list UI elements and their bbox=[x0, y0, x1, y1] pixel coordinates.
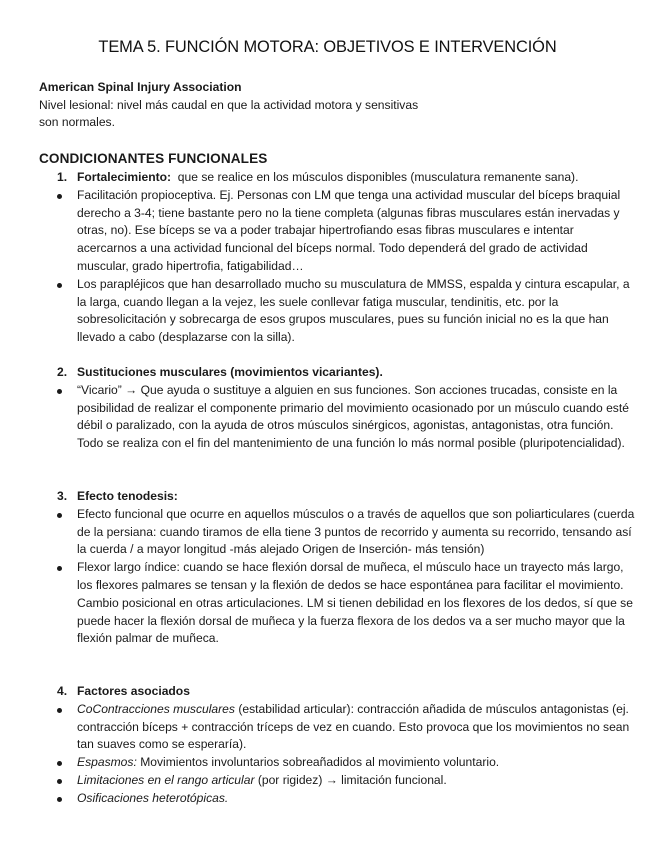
bullet-dot-icon bbox=[57, 797, 62, 802]
list-item-italic: Osificaciones heterotópicas. bbox=[77, 790, 229, 805]
item-heading-text bbox=[77, 488, 637, 506]
list-item-text: Movimientos involuntarios sobreañadidos al movimiento voluntario. bbox=[136, 755, 500, 770]
item-fortalecimiento bbox=[0, 169, 655, 347]
item-heading-bold: Fortalecimiento: bbox=[77, 170, 172, 184]
list-item bbox=[0, 559, 655, 648]
item-heading-text bbox=[77, 169, 637, 187]
bullet-dot-icon bbox=[57, 761, 62, 766]
item-heading bbox=[0, 364, 655, 382]
intro-text-line-1: Nivel lesional: nivel más caudal en que la actividad motora y sensitivas bbox=[39, 97, 419, 112]
item-heading-text bbox=[77, 683, 637, 701]
list-item-text: Los parapléjicos que han desarrollado mucho su musculatura de MMSS, espalda y cintura escapular, a la larga, cuando llegan a la vejez, les suele conllevar fatiga muscular, tendinitis, etc. por la sobresolicitación y sobrecarga de esos grupos musculares, pues su función inicial no es la que han llevado a cabo (desplazarse con la silla). bbox=[77, 276, 630, 345]
intro-block bbox=[39, 79, 639, 132]
item-sustituciones bbox=[0, 364, 655, 453]
bullet-dot-icon bbox=[57, 566, 62, 571]
item-heading-rest: que se realice en los músculos disponibles (musculatura remanente sana). bbox=[171, 170, 579, 184]
bullet-dot-icon bbox=[57, 513, 62, 518]
item-number: 4. bbox=[57, 684, 68, 698]
list-item bbox=[0, 506, 655, 559]
item-heading-bold: Factores asociados bbox=[77, 684, 190, 698]
list-item-text: (estabilidad articular): contracción añadida de músculos antagonistas (ej. contracción bíceps + contracción tríceps de vez en cuando. Esto provoca que los movimientos no sean tan suaves como se esperaría). bbox=[77, 701, 630, 752]
list-item-text: Efecto funcional que ocurre en aquellos músculos o a través de aquellos que son poliarticulares (cuerda de la persiana: cuando tiramos de ella tiene 3 puntos de recorrido y aumenta su recorrido, tensando así la cuerda / a mayor longitud -más alejado Origen de Inserción- más tensión) bbox=[77, 506, 635, 557]
intro-heading: American Spinal Injury Association bbox=[39, 80, 242, 94]
bullet-dot-icon bbox=[57, 194, 62, 199]
list-item bbox=[0, 701, 655, 754]
bullet-dot-icon bbox=[57, 283, 62, 288]
item-heading bbox=[0, 488, 655, 506]
item-factores-asociados bbox=[0, 683, 655, 808]
bullet-dot-icon bbox=[57, 708, 62, 713]
list-item-italic: Limitaciones en el rango articular bbox=[77, 772, 255, 787]
list-item-text: “Vicario” → Que ayuda o sustituye a alguien en sus funciones. Son acciones trucadas, consiste en la posibilidad de realizar el componente primario del movimiento ocasionado por un músculo cuando esté débil o paralizado, con la ayuda de otros músculos sinérgicos, agonistas, antagonistas, otra función. Todo se realiza con el fin del mantenimiento de una función lo más normal posible (pluripotencialidad). bbox=[77, 382, 629, 451]
bullet-dot-icon bbox=[57, 389, 62, 394]
list-item-italic: CoContracciones musculares bbox=[77, 701, 235, 716]
item-heading-text bbox=[77, 364, 637, 382]
item-heading bbox=[0, 169, 655, 187]
list-item-text: Facilitación propioceptiva. Ej. Personas con LM que tenga una actividad muscular del bíceps braquial derecho a 3-4; tiene bastante pero no la tiene completa (algunas fibras musculares están inervadas y otras, no). Ese bíceps se va a poder trabajar hipertrofiando esas fibras musculares e intentar acercarnos a una actividad funcional del bíceps normal. Todo dependerá del grado de actividad muscular, grado hipertrofia, fatigabilidad… bbox=[77, 187, 621, 273]
list-item-text: (por rigidez) → limitación funcional. bbox=[254, 772, 447, 787]
list-item bbox=[0, 276, 655, 347]
list-item bbox=[0, 790, 655, 808]
document-title: TEMA 5. FUNCIÓN MOTORA: OBJETIVOS E INTERVENCIÓN bbox=[98, 38, 557, 56]
list-item bbox=[0, 187, 655, 276]
intro-text-line-2: son normales. bbox=[39, 115, 115, 130]
list-item bbox=[0, 772, 655, 790]
item-tenodesis bbox=[0, 488, 655, 648]
list-item-italic: Espasmos: bbox=[77, 755, 137, 770]
item-heading-bold: Sustituciones musculares (movimientos vicariantes). bbox=[77, 365, 383, 379]
item-heading bbox=[0, 683, 655, 701]
list-item-text: Flexor largo índice: cuando se hace flexión dorsal de muñeca, el músculo hace un trayecto más largo, los flexores palmares se tensan y la flexión de dedos se hace espontánea para facilitar el movimiento. Cambio posicional en otras articulaciones. LM si tienen debilidad en los flexores de los dedos, sí que se puede hacer la flexión dorsal de muñeca y la fuerza flexora de los dedos va a ser mucho mayor que la flexión palmar de muñeca. bbox=[77, 560, 633, 646]
list-item bbox=[0, 754, 655, 772]
item-heading-bold: Efecto tenodesis: bbox=[77, 489, 178, 503]
item-number: 1. bbox=[57, 170, 68, 184]
item-number: 3. bbox=[57, 489, 68, 503]
list-item bbox=[0, 382, 655, 453]
bullet-dot-icon bbox=[57, 779, 62, 784]
section-title: CONDICIONANTES FUNCIONALES bbox=[39, 151, 268, 166]
item-number: 2. bbox=[57, 365, 68, 379]
